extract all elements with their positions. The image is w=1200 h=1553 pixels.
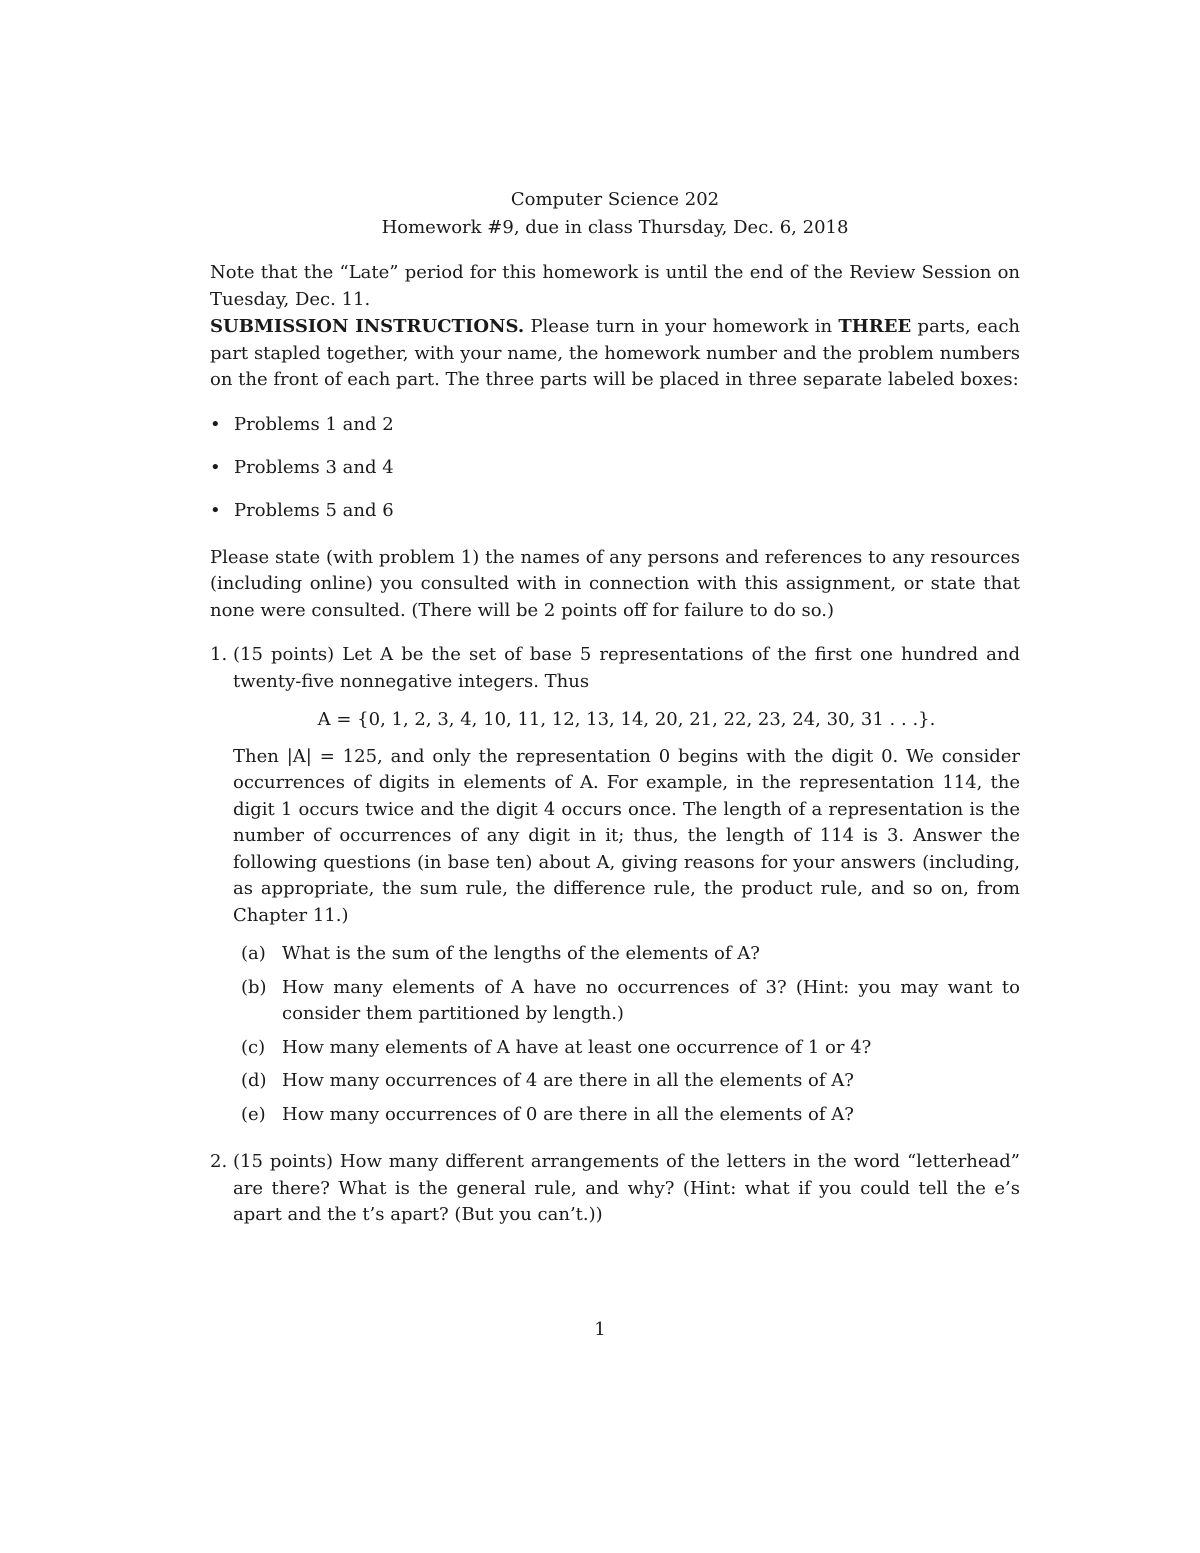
submission-text-b: parts, each part stapled together, with your name, the homework number and the problem numbers on the front of each part. The three parts will be placed in three separate labeled boxes: (210, 316, 1020, 390)
subquestion-label: (c) (241, 1036, 266, 1058)
list-item (233, 975, 1020, 1028)
submission-emph: THREE (838, 316, 912, 337)
problem-intro: (15 points) Let A be the set of base 5 representations of the first one hundred and twenty-five nonnegative integers. Thus (233, 644, 1020, 692)
submission-instructions (210, 314, 1020, 394)
subquestion-label: (e) (241, 1103, 266, 1125)
list-item (233, 1068, 1020, 1095)
list-item (233, 941, 1020, 968)
assignment-title: Homework #9, due in class Thursday, Dec. 6, 2018 (381, 217, 849, 238)
list-item (210, 412, 1020, 455)
bullet-icon: • (210, 413, 221, 435)
document-page (210, 186, 1020, 1229)
list-item (210, 455, 1020, 498)
subquestion-text: What is the sum of the lengths of the elements of A? (282, 943, 760, 964)
problem-1 (210, 642, 1020, 1128)
subquestion-list (233, 941, 1020, 1128)
subquestion-text: How many elements of A have no occurrences of 3? (Hint: you may want to consider them partitioned by length.) (282, 976, 1020, 1024)
late-period-note: Note that the “Late” period for this homework is until the end of the Review Session on Tuesday, Dec. 11. (210, 262, 1020, 310)
document-header (210, 186, 1020, 242)
box-list (210, 412, 1020, 541)
bullet-icon: • (210, 456, 221, 478)
course-title: Computer Science 202 (510, 189, 720, 210)
subquestion-label: (d) (241, 1070, 267, 1091)
submission-text-a: Please turn in your homework in (524, 316, 839, 337)
subquestion-text: How many occurrences of 4 are there in all the elements of A? (282, 1070, 854, 1091)
problem-2 (210, 1149, 1020, 1229)
list-item (210, 498, 1020, 541)
set-definition: A = {0, 1, 2, 3, 4, 10, 11, 12, 13, 14, 20, 21, 22, 23, 24, 30, 31 . . .}. (317, 709, 936, 730)
box-label: Problems 1 and 2 (234, 413, 394, 435)
consultation-note: Please state (with problem 1) the names of any persons and references to any resources (including online) you consulted with in connection with this assignment, or state that none were consulted. (There will be 2 points off for failure to do so.) (210, 546, 1020, 621)
box-label: Problems 3 and 4 (234, 456, 394, 478)
submission-heading: SUBMISSION INSTRUCTIONS. (210, 316, 525, 337)
problem-body: Then |A| = 125, and only the representation 0 begins with the digit 0. We consider occurrences of digits in elements of A. For example, in the representation 114, the digit 1 occurs twice and the digit 4 occurs once. The length of a representation is the number of occurrences of any digit in it; thus, the length of 114 is 3. Answer the following questions (in base ten) about A, giving reasons for your answers (including, as appropriate, the sum rule, the difference rule, the product rule, and so on, from Chapter 11.) (233, 745, 1020, 926)
problem-number: 2. (210, 1151, 228, 1172)
subquestion-text: How many elements of A have at least one occurrence of 1 or 4? (282, 1036, 872, 1058)
subquestion-label: (b) (241, 976, 267, 998)
list-item (233, 1102, 1020, 1129)
page-number: 1 (594, 1319, 606, 1340)
list-item (233, 1035, 1020, 1062)
bullet-icon: • (210, 499, 221, 521)
box-label: Problems 5 and 6 (234, 499, 394, 521)
problem-number: 1. (210, 644, 228, 665)
subquestion-text: How many occurrences of 0 are there in all the elements of A? (282, 1103, 854, 1125)
subquestion-label: (a) (241, 943, 266, 964)
problem-text: (15 points) How many different arrangements of the letters in the word “letterhead” are there? What is the general rule, and why? (Hint: what if you could tell the e’s apart and the t’s apart? (But you can’t.)) (233, 1151, 1020, 1225)
